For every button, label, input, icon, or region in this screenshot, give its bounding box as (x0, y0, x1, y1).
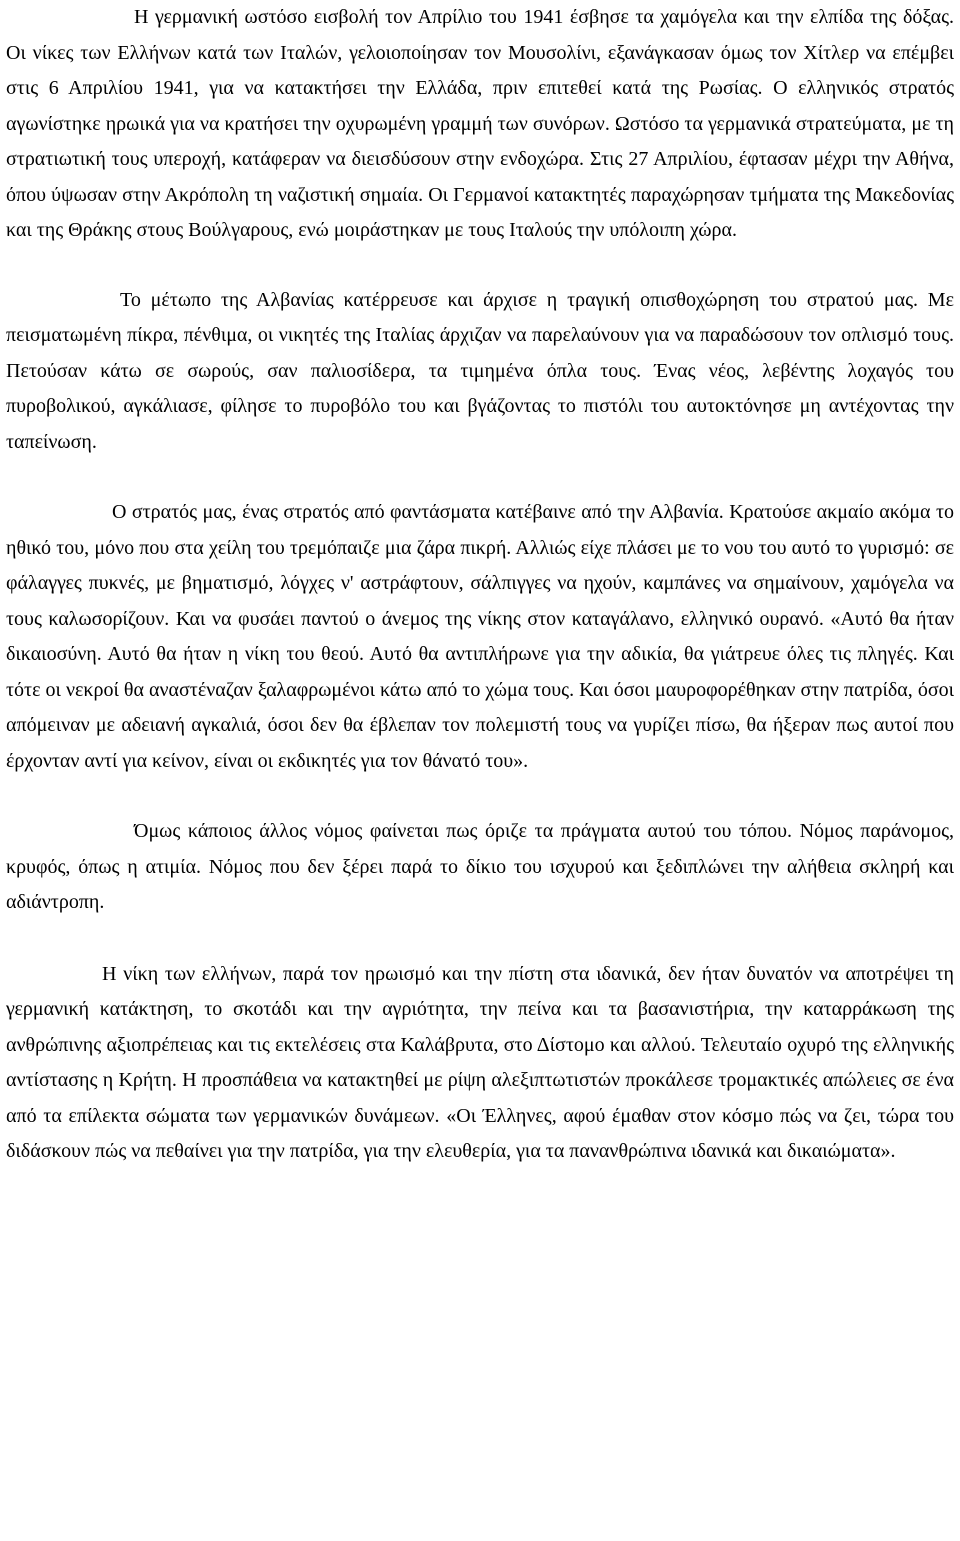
paragraph-albanian-front-collapse: Το μέτωπο της Αλβανίας κατέρρευσε και άρχισε η τραγική οπισθοχώρηση του στρατού μας. Με πεισματωμένη πίκρα, πένθιμα, οι νικητές της Ιταλίας άρχιζαν να παρελαύνουν για να παραδώσουν τον οπλισμό τους. Πετούσαν κάτω σε σωρούς, σαν παλιοσίδερα, τα τιμημένα όπλα τους. Ένας νέος, λεβέντης λοχαγός του πυροβολικού, αγκάλιασε, φίλησε το πυροβόλο του και βγάζοντας το πιστόλι του αυτοκτόνησε μη αντέχοντας την ταπείνωση. (6, 288, 954, 453)
document-page (6, 0, 954, 1170)
paragraph-other-law: Όμως κάποιος άλλος νόμος φαίνεται πως όριζε τα πράγματα αυτού του τόπου. Νόμος παράνομος, κρυφός, όπως η ατιμία. Νόμος που δεν ξέρει παρά το δίκιο του ισχυρού και ξεδιπλώνει την αλήθεια σκληρή και αδιάντροπη. (6, 820, 954, 913)
paragraph-army-return: Ο στρατός μας, ένας στρατός από φαντάσματα κατέβαινε από την Αλβανία. Κρατούσε ακμαίο ακόμα το ηθικό του, μόνο που στα χείλη του τρεμόπαιζε μια ζάρα πικρή. Αλλιώς είχε πλάσει με το νου του αυτό το γυρισμό: σε φάλαγγες πυκνές, με βηματισμό, λόγχες ν' αστράφτουν, σάλπιγγες να ηχούν, καμπάνες να σημαίνουν, χαμόγελα να τους καλωσορίζουν. Και να φυσάει παντού ο άνεμος της νίκης στον καταγάλανο, ελληνικό ουρανό. «Αυτό θα ήταν δικαιοσύνη. Αυτό θα ήταν η νίκη του θεού. Αυτό θα αντιπλήρωνε για την αδικία, θα γιάτρευε όλες τις πληγές. Και τότε οι νεκροί θα αναστέναζαν ξαλαφρωμένοι κάτω από το χώμα τους. Και όσοι μαυροφορέθηκαν στην πατρίδα, όσοι απόμειναν με αδειανή αγκαλιά, όσοι δεν θα έβλεπαν τον πολεμιστή τους να γυρίζει πίσω, θα ήξεραν πως αυτοί που έρχονταν αντί για κείνον, είναι οι εκδικητές για τον θάνατό του». (6, 501, 954, 772)
paragraph-crete-resistance: Η νίκη των ελλήνων, παρά τον ηρωισμό και την πίστη στα ιδανικά, δεν ήταν δυνατόν να αποτρέψει τη γερμανική κατάκτηση, το σκοτάδι και την αγριότητα, την πείνα και τα βασανιστήρια, την καταρράκωση της ανθρώπινης αξιοπρέπειας και τις εκτελέσεις στα Καλάβρυτα, στο Δίστομο και αλλού. Τελευταίο οχυρό της ελληνικής αντίστασης η Κρήτη. Η προσπάθεια να κατακτηθεί με ρίψη αλεξιπτωτιστών προκάλεσε τρομακτικές απώλειες σε ένα από τα επίλεκτα σώματα των γερμανικών δυνάμεων. «Οι Έλληνες, αφού έμαθαν στον κόσμο πώς να ζει, τώρα του διδάσκουν πώς να πεθαίνει για την πατρίδα, για την ελευθερία, για τα πανανθρώπινα ιδανικά και δικαιώματα». (6, 962, 954, 1162)
paragraph-german-invasion: Η γερμανική ωστόσο εισβολή τον Απρίλιο του 1941 έσβησε τα χαμόγελα και την ελπίδα της δόξας. Οι νίκες των Ελλήνων κατά των Ιταλών, γελοιοποίησαν τον Μουσολίνι, εξανάγκασαν όμως τον Χίτλερ να επέμβει στις 6 Απριλίου 1941, για να κατακτήσει την Ελλάδα, πριν επιτεθεί κατά της Ρωσίας. Ο ελληνικός στρατός αγωνίστηκε ηρωικά για να κρατήσει την οχυρωμένη γραμμή των συνόρων. Ωστόσο τα γερμανικά στρατεύματα, με τη στρατιωτική τους υπεροχή, κατάφεραν να διεισδύσουν στην ενδοχώρα. Στις 27 Απριλίου, έφτασαν μέχρι την Αθήνα, όπου ύψωσαν στην Ακρόπολη τη ναζιστική σημαία. Οι Γερμανοί κατακτητές παραχώρησαν τμήματα της Μακεδονίας και της Θράκης στους Βούλγαρους, ενώ μοιράστηκαν με τους Ιταλούς την υπόλοιπη χώρα. (6, 6, 954, 241)
